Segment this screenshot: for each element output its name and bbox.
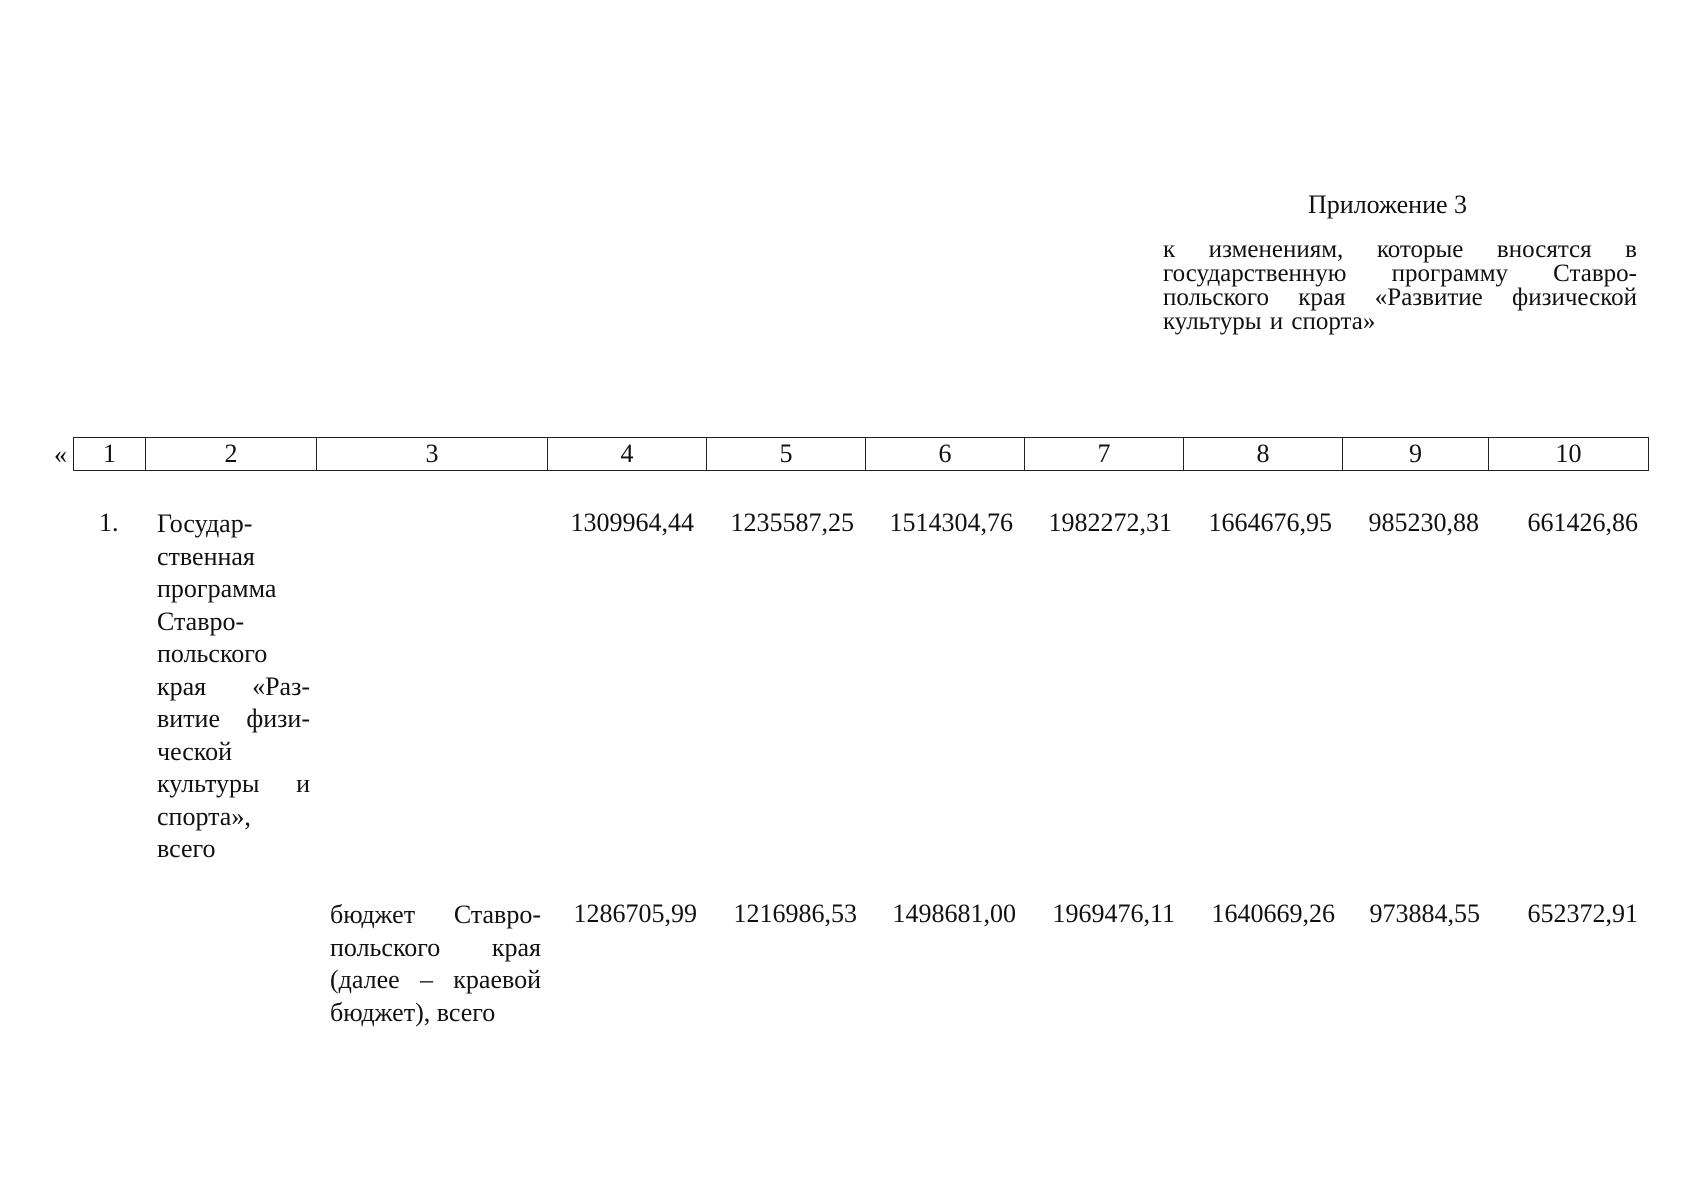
name-line: ческой: [157, 736, 233, 766]
column-number: 2: [146, 438, 317, 471]
column-number: 6: [866, 438, 1025, 471]
value-cell: 1286705,99: [573, 899, 697, 928]
column-number: 9: [1343, 438, 1489, 471]
appendix-title: Приложение 3: [1308, 190, 1468, 219]
value-cell: 1982272,31: [1048, 508, 1172, 537]
name-line: Ставро-: [157, 606, 245, 636]
opening-quote: «: [54, 440, 67, 469]
value-cell: 973884,55: [1369, 899, 1480, 928]
name-line: программа: [157, 574, 277, 603]
value-cell: 1664676,95: [1208, 508, 1332, 537]
source-line: (далее – краевой: [330, 965, 541, 994]
row-index: 1.: [99, 508, 119, 537]
header-row: [74, 438, 1649, 471]
value-cell: 1216986,53: [733, 899, 857, 928]
name-line: польского: [157, 639, 268, 668]
funding-source: [330, 899, 541, 1029]
value-cell: 661426,86: [1527, 508, 1638, 537]
column-number: 4: [548, 438, 707, 471]
column-number: 3: [317, 438, 548, 471]
source-line: бюджет Ставро-: [330, 900, 541, 929]
source-line: бюджет), всего: [330, 997, 496, 1027]
name-line: витие физи-: [157, 704, 310, 733]
value-cell: 1235587,25: [730, 508, 854, 537]
value-cell: 1309964,44: [570, 508, 694, 537]
name-line: края «Раз-: [157, 671, 310, 701]
value-cell: 1969476,11: [1052, 899, 1175, 928]
name-line: культуры и: [157, 769, 310, 798]
column-number: 1: [74, 438, 146, 471]
caption-line: польского края «Развитие физической: [1163, 284, 1637, 311]
name-line: ственная: [157, 541, 255, 571]
caption-line: к изменениям, которые вносятся в: [1163, 236, 1637, 263]
program-name: [157, 508, 310, 866]
name-line: Государ-: [157, 509, 253, 538]
value-cell: 1514304,76: [889, 508, 1013, 537]
column-number: 8: [1184, 438, 1343, 471]
column-number: 7: [1025, 438, 1184, 471]
column-number-header: [73, 437, 1649, 471]
source-line: польского края: [330, 932, 541, 962]
value-cell: 652372,91: [1527, 899, 1638, 928]
appendix-caption: [1163, 238, 1637, 334]
value-cell: 1498681,00: [892, 899, 1016, 928]
value-cell: 985230,88: [1368, 508, 1479, 537]
name-line: спорта»,: [157, 801, 251, 831]
name-line: всего: [157, 834, 216, 863]
column-number: 5: [707, 438, 866, 471]
caption-line: государственную программу Ставро-: [1163, 260, 1637, 287]
value-cell: 1640669,26: [1211, 899, 1335, 928]
caption-line: культуры и спорта»: [1163, 308, 1376, 335]
column-number: 10: [1489, 438, 1649, 471]
